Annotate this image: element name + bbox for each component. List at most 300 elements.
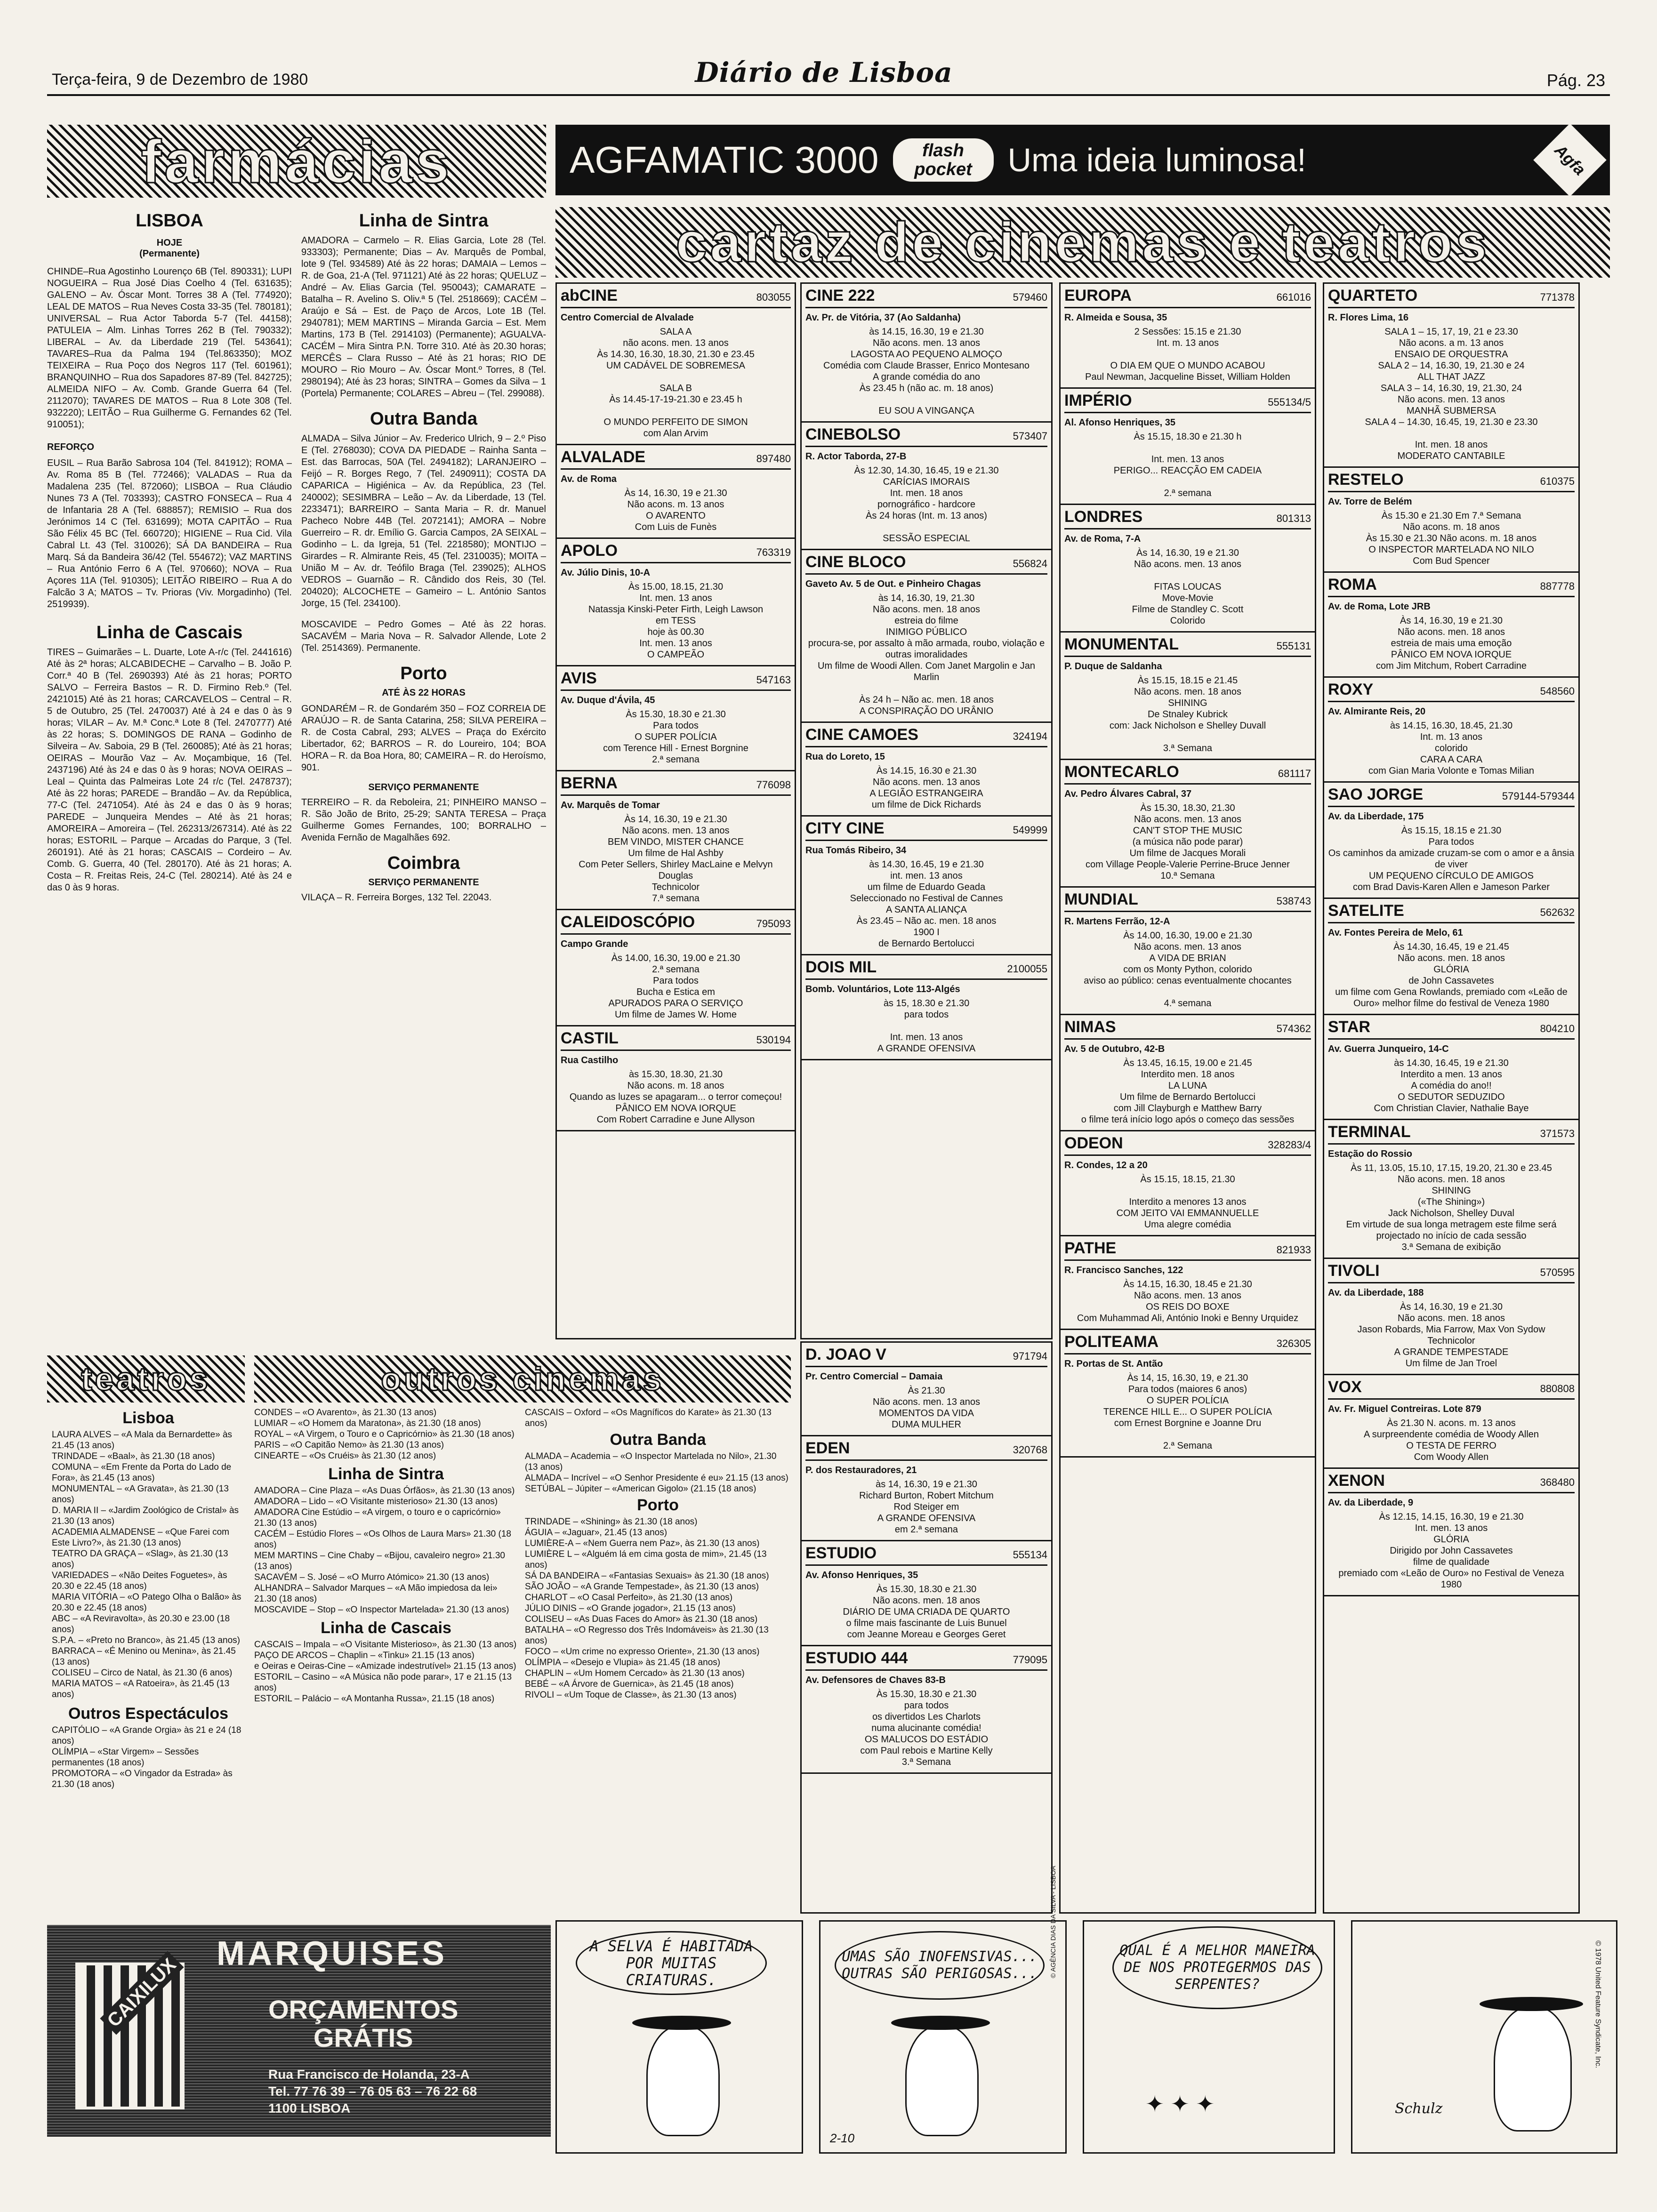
cartaz-title: cartaz de cinemas e teatros [676,211,1490,274]
cinema-address: Rua Tomás Ribeiro, 34 [805,845,907,856]
cinema-phone: 804210 [1540,1023,1575,1034]
cinema-name-row [1064,763,1311,785]
cinema-info [561,800,791,904]
cinema-address: Av. Guerra Junqueiro, 14-C [1328,1044,1449,1054]
cinema-name: AVIS [561,669,597,687]
cinema-address: R. Actor Taborda, 27-B [805,451,907,462]
cinema-address: Av. Júlio Dinis, 10-A [561,568,651,578]
outros-porto-list: TRINDADE – «Shining» às 21.30 (18 anos) ÁGUIA – «Jaguar», 21.45 (13 anos) LUMIÈRE-A – «Nem Guerra nem Paz», às 21.30 (13 anos) LUMIÈRE L – «Alguém lá em cima gosta de mim», 21.45 (13 anos) SÁ DA BANDEIRA – «Fantasias Sexuais» às 21.30 (18 anos) SÃO JOÃO – «A Grande Tempestade», às 21.30 (13 anos) CHARLOT – «O Casal Perfeito», às 21.30 (13 anos) JÚLIO DINIS – «O Grande jogador», 21.15 (13 anos) COLISEU – «As Duas Faces do Amor» às 21.30 (18 anos) BATALHA – «O Regresso dos Três Indomáveis» às 21.30 (13 anos) FOCO – «Um crime no expresso Oriente», 21.30 (13 anos) OLÍMPIA – «Desejo e Vlupia» às 21.45 (18 anos) CHAPLIN – «Um Homem Cercado» às 21.30 (13 anos) BEBÉ – «A Árvore de Guernica», às 21.45 (18 anos) RIVOLI – «Um Toque de Classe», às 21.30 (13 anos) [525,1517,769,1700]
cinema-name-row [805,1649,1047,1671]
cinema-name-row [561,287,791,308]
cinema-address: Gaveto Av. 5 de Out. e Pinheiro Chagas [805,579,981,589]
cinema-address: Al. Afonso Henriques, 35 [1064,417,1175,428]
cinema-phone: 776098 [756,779,791,791]
cinema-info [1328,312,1575,462]
cinema-phone: 573407 [1013,430,1047,442]
cinema-name: NIMAS [1064,1018,1116,1036]
cinema-info [561,938,791,1020]
cinema-name-row [1328,576,1575,597]
cinema-name: SATELITE [1328,902,1404,920]
cinema-phone: 549999 [1013,824,1047,836]
marquises-brand: MARQUISES [217,1935,448,1972]
cinema-name-row [1328,287,1575,308]
cinema-phone: 548560 [1540,685,1575,697]
cinema-phone: 326305 [1276,1338,1311,1349]
lisboa-heading: LISBOA [136,211,203,231]
cinema-name-row [561,542,791,563]
cinema-name-row [1328,1378,1575,1400]
cinema-phone: 897480 [756,453,791,465]
cinema-listing [1061,284,1315,389]
outros-espectaculos-list: CAPITÓLIO – «A Grande Orgia» às 21 e 24 (18 anos) OLÍMPIA – «Star Virgem» – Sessões permanentes (18 anos) PROMOTORA – «O Vingador da Estrada» às 21.30 (18 anos) [52,1725,241,1789]
header-rule [47,94,1610,96]
cinema-name-row [561,1029,791,1051]
cinema-address: Pr. Centro Comercial – Damaia [805,1371,943,1382]
cinema-name: MONTECARLO [1064,763,1179,781]
cinema-info [1064,1160,1311,1230]
marquises-ad [47,1925,551,2137]
cinema-address: Rua do Loreto, 15 [805,752,885,762]
cinema-name: DOIS MIL [805,958,877,976]
cinema-phone: 2100055 [1007,963,1047,975]
cinema-phone: 579144-579344 [1502,790,1575,802]
cinema-name-row [561,448,791,470]
cinema-listing [557,284,795,445]
caixilux-logo [75,1963,185,2109]
cinema-name: EUROPA [1064,287,1132,305]
cinema-name: APOLO [561,542,618,560]
coimbra-subheading: SERVIÇO PERMANENTE [368,877,479,888]
cinema-schedule: às 14.30, 16.45, 19 e 21.30 int. men. 13 anos um filme de Eduardo Geada Seleccionado no Festival de Cannes A SANTA ALIANÇA Às 23.45 – Não ac. men. 18 anos 1900 I de Bernardo Bertolucci [850,859,1003,949]
outros-cascais-list: CASCAIS – Impala – «O Visitante Misterioso», às 21.30 (13 anos) PAÇO DE ARCOS – Chaplin – «Tinku» 21.15 (13 anos) e Oeiras e Oeiras-Cine – «Amizade indestrutível» 21.15 (13 anos) ESTORIL – Casino – «A Música não pode parar», 17 e 21.15 (13 anos) ESTORIL – Palácio – «A Montanha Russa», 21.15 (18 anos) [254,1640,517,1704]
farmacias-section [47,125,546,1344]
cinema-listing [557,771,795,910]
cinema-name-row [805,1346,1047,1367]
cinema-address: Av. Marquês de Tomar [561,800,660,810]
cinema-info [805,578,1047,717]
agfa-flash-badge: flash pocket [893,138,994,182]
cinema-name: MONUMENTAL [1064,635,1179,653]
cinema-address: Av. Defensores de Chaves 83-B [805,1675,946,1685]
comic-strip [555,1866,1615,2156]
cinema-info [1328,1043,1575,1114]
cinema-address: Av. Almirante Reis, 20 [1328,706,1426,717]
cinema-name-row [561,774,791,796]
agfa-ad-slogan: Uma ideia luminosa! [1007,142,1306,178]
cinema-info [805,1465,1047,1535]
cinema-schedule: SALA 1 – 15, 17, 19, 21 e 23.30 Não acons. a m. 13 anos ENSAIO DE ORQUESTRA SALA 2 – 14, 16.30, 19, 21.30 e 24 ALL THAT JAZZ SALA 3 – 14, 16.30, 19, 21.30, 24 Não acons. men. 13 anos MANHÃ SUBMERSA SALA 4 – 14.30, 16.45, 19, 21.30 e 23.30 Int. men. 18 anos MODERATO CANTABILE [1365,327,1538,461]
cinema-info [1328,1497,1575,1590]
cinema-name: ROMA [1328,576,1377,593]
porto-subheading: ATÉ ÀS 22 HORAS [382,688,466,698]
comic-signature: Schulz [1395,2100,1443,2117]
cinema-info [1064,1043,1311,1125]
cinema-info [1064,916,1311,1009]
cinema-address: Av. Afonso Henriques, 35 [805,1570,918,1580]
marquises-offer: ORÇAMENTOS GRÁTIS [268,1995,458,2052]
cinema-name: ESTUDIO 444 [805,1649,908,1667]
cinema-name: CINE BLOCO [805,553,906,571]
cinema-name-row [1064,1018,1311,1040]
cinema-name-row [1328,1018,1575,1040]
cinema-name: CINE 222 [805,287,875,305]
porto-permanent-pharmacies: TERREIRO – R. da Reboleira, 21; PINHEIRO MANSO – R. São João de Brito, 25-29; SANTA TERESA – Praça Guilherme Gomes Fernandes, 100; BORRALHO – Avenida Fernão de Magalhães 692. [301,797,546,843]
cinema-schedule: Às 15.15, 18.15, 21.30 Interdito a menores 13 anos COM JEITO VAI EMMANNUELLE Uma alegre comédia [1116,1174,1259,1230]
cinema-address: Centro Comercial de Alvalade [561,313,694,323]
reforco-pharmacies: EUSIL – Rua Barão Sabrosa 104 (Tel. 841912); ROMA – Av. Roma 85 B (Tel. 772466); VALADAS – Rua da Madalena 235 (Tel. 872060); LISBOA – Rua Cláudio Nunes 73 A (Tel. 703393); CASTRO FONSECA – Rua 4 de Infantaria 28 A (Tel. 688857); REMISIO – Rua dos Jerónimos 14 C (Tel. 631699); MOTA CAPITÃO – Rua São Félix 45 BC (Tel. 660720); HIGIENE – Rua Cid. Vila Cabral Lt. 43 (Tel. 310026); SÁ DA BANDEIRA – Rua Marq. Sá da Bandeira 36/42 (Tel. 554672); VAZ MARTINS – Rua António Ferro 6 A (Tel. 970660); NOVA – Rua Açores 11A (Tel. 910305); LEITÃO RIBEIRO – Rua A do Falcão 3 A; MATOS – Tv. Prioras (Viv. Morgadinho) (Tel. 2519939). [47,458,292,609]
cinema-phone: 547163 [756,674,791,686]
cinema-name-row [1328,471,1575,492]
cinema-name-row [1064,1134,1311,1156]
cinema-name-row [1064,392,1311,413]
cinema-listing [557,539,795,666]
cinema-listing [1324,899,1578,1015]
cinema-name: PATHE [1064,1239,1117,1257]
comic-bubble-2: UMAS SÃO INOFENSIVAS... OUTRAS SÃO PERIGOSAS... [835,1931,1045,2000]
cinema-listing [1324,783,1578,899]
cinema-phone: 681117 [1278,768,1311,779]
cinema-schedule: Às 11, 13.05, 15.10, 17.15, 19.20, 21.30 e 23.45 Não acons. men. 18 anos SHINING («The Shining») Jack Nicholson, Shelley Duval Em virtude de sua longa metragem este filme será projectado no início de cada sessão 3.ª Semana de exibição [1346,1163,1557,1252]
cinema-address: Av. Fr. Miguel Contreiras. Lote 879 [1328,1404,1481,1414]
cinema-address: Av. de Roma [561,474,617,484]
cinema-listing [1061,389,1315,505]
outros-espectaculos-heading: Outros Espectáculos [68,1705,229,1723]
cinema-listing [1061,1236,1315,1330]
cinema-name-row [805,819,1047,841]
outros-cascais-heading: Linha de Cascais [321,1619,451,1637]
cinema-name: CINE CAMOES [805,726,918,744]
cinema-phone: 880808 [1540,1383,1575,1395]
cinema-address: R. Portas de St. Antão [1064,1359,1163,1369]
cinema-schedule: às 15, 18.30 e 21.30 para todos Int. men. 13 anos A GRANDE OFENSIVA [877,998,976,1054]
cinema-schedule: às 14.15, 16.30, 18.45, 21.30 Int. m. 13 anos colorido CARA A CARA com Gian Maria Volonte e Tomas Milian [1368,721,1534,776]
cinema-phone: 562632 [1540,906,1575,918]
cinema-schedule: Às 14, 16.30, 19 e 21.30 Não acons. men. 13 anos BEM VINDO, MISTER CHANCE Um filme de Hal Ashby Com Peter Sellers, Shirley MacLaine e Melvyn Douglas Technicolor 7.ª semana [579,814,773,904]
cinema-name-row [1328,1123,1575,1145]
cinema-phone: 371573 [1540,1128,1575,1139]
cinema-phone: 803055 [756,291,791,303]
cinema-name: EDEN [805,1439,850,1457]
outros-cascais-oxford: CASCAIS – Oxford – «Os Magníficos do Karate» às 21.30 (13 anos) [525,1408,772,1428]
cinema-schedule: Às 15.30, 18.30 e 21.30 Não acons. men. 18 anos DIÁRIO DE UMA CRIADA DE QUARTO o filme mais fascinante de Luis Bunuel com Jeanne Moreau e Georges Geret [843,1584,1010,1640]
cinema-listing [1061,888,1315,1015]
cinema-schedule: Às 12.30, 14.30, 16.45, 19 e 21.30 CARÍCIAS IMORAIS Int. men. 18 anos pornográfico - hardcore Às 24 horas (Int. m. 13 anos) SESSÃO ESPECIAL [854,465,999,544]
cinema-schedule: Às 15.15, 18.15 e 21.45 Não acons. men. 18 anos SHINING De Stnaley Kubrick com: Jack Nicholson e Shelley Duvall 3.ª Semana [1109,675,1266,753]
cinema-listing [1324,573,1578,678]
cinema-col-3 [1059,282,1316,1914]
outros-cinemas-col-b [525,1407,791,1911]
cinema-phone: 779095 [1013,1654,1047,1666]
comic-panel-2 [819,1866,1067,2154]
cinema-name: ODEON [1064,1134,1123,1152]
cinema-info [561,473,791,533]
cinema-schedule: às 14, 16.30, 19, 21.30 Não acons. men. 18 anos estreia do filme INIMIGO PÚBLICO procura-se, por assalto à mão armada, roubo, violação e outras imoralidades Um filme de Woodi Allen. Com Janet Margolin e Jan Marlin Às 24 h – Não ac. men. 18 anos A CONSPIRAÇÃO DO URÂNIO [808,593,1045,716]
cinema-schedule: Às 15.15, 18.15 e 21.30 Para todos Os caminhos da amizade cruzam-se com o amor e a ânsia de viver UM PEQUENO CÍRCULO DE AMIGOS com Brad Davis-Karen Allen e Jameson Parker [1328,825,1575,892]
hoje-label: HOJE (Permanente) [139,238,200,259]
outra-banda-heading: Outra Banda [370,409,478,429]
marquises-address: Rua Francisco de Holanda, 23-A Tel. 77 76 39 – 76 05 63 – 76 22 68 1100 LISBOA [268,2067,477,2116]
cinema-address: Av. 5 de Outubro, 42-B [1064,1044,1165,1054]
teatros-lisboa-heading: Lisboa [122,1409,174,1427]
cinema-schedule: Às 13.45, 16.15, 19.00 e 21.45 Interdito men. 18 anos LA LUNA Um filme de Bernardo Bertolucci com Jill Clayburgh e Matthew Barry o filme terá início logo após o começo das sessões [1081,1058,1295,1125]
lisboa-pharmacies: CHINDE–Rua Agostinho Lourenço 6B (Tel. 890331); LUPI NOGUEIRA – Rua José Dias Coelho 4 (Tel. 631635); GALENO – Av. Óscar Mont. Torres 38 A (Tel. 774920); LEAL DE MATOS – Rua Neves Costa 33-35 (Tel. 780181); UNIVERSAL – Rua Actor Taborda 5-7 (Tel. 44158); PATULEIA – Alm. Linhas Torres 262 B (Tel. 790332); LIBERAL – Av. da Liberdade 219 (Tel. 543641); TAVARES–Rua da Palma 194 (Tel.863350); MOZ TEIXEIRA – Rua Poço dos Negros 117 (Tel. 601961); BRANQUINHO – Rua dos Sapadores 87-89 (Tel. 842725); ALMEIDA NIFO – Av. Comb. Grande Guerra 64 (Tel. 2112070); TAVARES DE MATOS – Rua 8 Lote 308 (Tel. 932220); LEITÃO – Rua Guilherme G. Fernandes 62 (Tel. 910051); [47,266,292,430]
cinema-schedule: Às 14, 16.30, 19 e 21.30 Não acons. men. 18 anos estreia de mais uma emoção PÂNICO EM NOVA IORQUE com Jim Mitchum, Robert Carradine [1375,616,1527,671]
cinema-address: Av. de Roma, 7-A [1064,534,1141,544]
cinema-info [1064,788,1311,882]
cinema-info [1328,496,1575,567]
cinema-schedule: Às 14, 16.30, 19 e 21.30 Não acons. men. 18 anos Jason Robards, Mia Farrow, Max Von Sydow Technicolor A GRANDE TEMPESTADE Um filme de Jan Troel [1357,1302,1545,1369]
cinema-address: Estação do Rossio [1328,1149,1412,1159]
comic-bubble-3: QUAL É A MELHOR MANEIRA DE NOS PROTEGERMOS DAS SERPENTES? [1112,1926,1322,2009]
porto-permanent-heading: SERVIÇO PERMANENTE [368,782,479,793]
cinema-listing [1061,1131,1315,1236]
cinema-name-row [1064,890,1311,912]
cinema-name: MUNDIAL [1064,890,1138,908]
comic-copyright: © 1978 United Feature Syndicate, Inc. [1594,1940,1602,2068]
cinema-name-row [1064,287,1311,308]
cinema-address: Av. da Liberdade, 188 [1328,1288,1424,1298]
cinema-info [1328,1287,1575,1369]
cinema-name-row [1328,1262,1575,1283]
cinema-phone: 801313 [1276,513,1311,524]
header-date: Terça-feira, 9 de Dezembro de 1980 [52,71,308,88]
cinema-phone: 556824 [1013,558,1047,569]
comic-agency: © AGÊNCIA DIAS DA SILVA - LISBOA [1049,1866,1057,1978]
outros-cinemas-title: outros cinemas [381,1361,664,1397]
cinema-schedule: Às 14.15, 16.30 e 21.30 Não acons. men. 13 anos A LEGIÃO ESTRANGEIRA um filme de Dick Richards [869,766,983,810]
cinema-phone: 887778 [1540,580,1575,592]
cinema-name: D. JOAO V [805,1346,886,1363]
teatros-column [52,1407,245,1911]
cinema-name: ROXY [1328,681,1374,698]
cinema-listing [1061,1015,1315,1131]
cinema-name: LONDRES [1064,508,1143,526]
scout-hat-4 [1480,1997,1583,2011]
cinema-name-row [561,669,791,691]
cinema-listing [1324,678,1578,783]
teatros-lisboa-list: LAURA ALVES – «A Mala da Bernardette» às 21.45 (13 anos) TRINDADE – «Baal», às 21.30 (18 anos) COMUNA – «Em Frente da Porta do Lado de Fora», às 21.45 (13 anos) MONUMENTAL – «A Gravata», às 21.30 (13 anos) D. MARIA II – «Jardim Zoológico de Cristal» às 21.30 (13 anos) ACADEMIA ALMADENSE – «Que Farei com Este Livro?», às 21.30 (13 anos) TEATRO DA GRAÇA – «Slag», às 21.30 (13 anos) VARIEDADES – «Não Deites Foguetes», às 20.30 e 22.45 (18 anos) MARIA VITÓRIA – «O Patego Olha o Balão» às 20.30 e 22.45 (18 anos) ABC – «A Reviravolta», às 20.30 e 23.00 (18 anos) S.P.A. – «Preto no Branco», às 21.45 (13 anos) BARRACA – «É Menino ou Menina», às 21.45 (13 anos) COLISEU – Circo de Natal, às 21.30 (6 anos) MARIA MATOS – «A Ratoeira», às 21.45 (13 anos) [52,1430,241,1699]
cinema-info [1328,1148,1575,1253]
cinema-info [1328,1403,1575,1463]
cinema-info [1328,811,1575,893]
cinema-phone: 324194 [1013,730,1047,742]
cinema-col-4 [1323,282,1580,1914]
cinema-name-row [805,726,1047,747]
cinema-phone: 763319 [756,546,791,558]
cinema-address: Av. Torre de Belém [1328,497,1412,507]
cinema-name: CALEIDOSCÓPIO [561,913,695,931]
cinema-address: P. Duque de Saldanha [1064,661,1162,672]
cinema-listing [802,1541,1051,1646]
comic-bubble-1: A SELVA É HABITADA POR MUITAS CRIATURAS. [576,1931,767,1995]
comic-panel-3 [1083,1920,1335,2154]
cinema-schedule: Às 15.30, 18.30 e 21.30 Para todos O SUPER POLÍCIA com Terence Hill - Ernest Borgnine 2.ª semana [603,709,748,765]
cinema-info [805,312,1047,417]
cinema-schedule: Às 15.30, 18.30 e 21.30 para todos os divertidos Les Charlots numa alucinante comédia! OS MALUCOS DO ESTÁDIO com Paul rebois e Martine Kelly 3.ª Semana [860,1689,993,1767]
cinema-listing [1061,760,1315,888]
cinema-address: Av. de Roma, Lote JRB [1328,601,1431,612]
cinema-col-2 [800,282,1053,1339]
scout-hat-2 [891,2016,990,2030]
cinema-name-row [1328,785,1575,807]
masthead: Diário de Lisboa [695,56,953,88]
cinema-name-row [1064,508,1311,529]
cartaz-banner [555,207,1610,278]
cinema-info [805,451,1047,544]
cinema-name-row [805,553,1047,575]
coimbra-pharmacies: VILAÇA – R. Ferreira Borges, 132 Tel. 22043. [301,892,492,903]
cinema-name: QUARTETO [1328,287,1418,305]
cinema-address: Av. Pedro Álvares Cabral, 37 [1064,789,1192,799]
cinema-name-row [1064,1239,1311,1261]
cinema-listing [802,817,1051,955]
cinema-name: ESTUDIO [805,1544,877,1562]
cinema-name: abCINE [561,287,618,305]
cinema-info [805,1570,1047,1640]
teatros-title: teatros [81,1361,211,1397]
cinema-address: P. dos Restauradores, 21 [805,1465,917,1475]
cinema-address: Bomb. Voluntários, Lote 113-Algés [805,984,960,994]
cinema-name-row [1328,902,1575,923]
cinema-address: R. Martens Ferrão, 12-A [1064,916,1170,927]
cinema-name-row [805,1544,1047,1566]
cinema-info [1064,1358,1311,1451]
cinema-phone: 821933 [1276,1244,1311,1256]
cinema-name-row [1064,635,1311,657]
cinema-phone: 661016 [1276,291,1311,303]
cascais-pharmacies: TIRES – Guimarães – L. Duarte, Lote A-r/c (Tel. 2441616) Até às 2ª horas; ALCABIDECHE – Carvalho – B. João P. Corr.ª 40 B (Tel. 2690393) Até às 21 horas; PORTO SALVO – Ferreira Bastos – R. D. Firmino Reb.º (Tel. 2421015) Até às 21 horas; CARCAVELOS – Central – R. 5 de Outubro, 25 (Tel. 2470037) Até à 24 e das 0 às 9 horas; VILAR – Av. M.ª Conc.ª Lote 8 (Tel. 2470777) Até às 22 horas; S. DOMINGOS DE RANA – Godinho de Silveira – Av. Saboia, 29 B (Tel. 260085); Até às 21 horas; OEIRAS – Mourão Vaz – Av. Moçambique, 16 (Tel. 2437196) Até às 24 e das 0 às 9 horas; NOVA OEIRAS – Leal – Quinta das Palmeiras Lote 24 r/c (Tel. 2478737); Até às 22 horas; PAREDE – Brandão – Av. da República, 77-C (Tel. 2471054). Até às 24 e das 0 às 9 horas; PAREDE – Junqueira Mendes – Até às 21 horas; AMOREIRA – Amoreira – (Tel. 262313/267314). Até às 22 horas; ESTORIL – Parque – Arcadas do Parque, 3 (Tel. 260191). Até às 21 horas; CASCAIS – Cordeiro – Av. Comb. G. Guerra, 40 (Tel. 280170). Até às 21 horas; A. Costa – R. Freitas Reis, 24-C (Tel. 280214). Até às 24 e das 0 às 9 horas. [47,647,292,893]
farmacias-col-left [47,207,292,904]
cinema-schedule: Às 14.15, 16.30, 18.45 e 21.30 Não acons. men. 13 anos OS REIS DO BOXE Com Muhammad Ali, António Inoki e Benny Urquidez [1077,1279,1299,1323]
cinema-phone: 538743 [1276,895,1311,907]
cinema-phone: 579460 [1013,291,1047,303]
farmacias-title: farmácias [141,127,452,196]
cinema-schedule: Às 14, 16.30, 19 e 21.30 Não acons. m. 13 anos O AVARENTO Com Luis de Funès [624,488,727,532]
snoopy-figure-2 [905,2025,979,2136]
cinema-name: BERNA [561,774,618,792]
cinema-listing [557,910,795,1026]
reforco-label: REFORÇO [47,442,94,452]
outros-sintra-list: AMADORA – Cine Plaza – «As Duas Órfãos», às 21.30 (13 anos) AMADORA – Lido – «O Visitante misterioso» 21.30 (13 anos) AMADORA Cine Estúdio – «A virgem, o touro e o capricórnio» 21.30 (13 anos) CACÉM – Estúdio Flores – «Os Olhos de Laura Mars» 21.30 (18 anos) MEM MARTINS – Cine Chaby – «Bijou, cavaleiro negro» 21.30 (13 anos) SACAVÉM – S. José – «O Murro Atómico» 21.30 (13 anos) ALHANDRA – Salvador Marques – «A Mão impiedosa da lei» 21.30 (18 anos) MOSCAVIDE – Stop – «O Inspector Martelada» 21.30 (13 anos) [254,1486,515,1615]
cinema-schedule: Às 12.15, 14.15, 16.30, 19 e 21.30 Int. men. 13 anos GLÓRIA Dirigido por John Cassavetes filme de qualidade premiado com «Leão de Ouro» no Festival de Veneza 1980 [1338,1512,1564,1590]
cinema-address: Av. Duque d'Ávila, 45 [561,695,655,705]
cinema-name: RESTELO [1328,471,1404,489]
farmacias-banner [47,125,546,198]
cinema-listing [802,550,1051,723]
cinema-info [1064,312,1311,383]
cinema-phone: 574362 [1276,1023,1311,1034]
cinema-listing [802,1436,1051,1541]
cinema-name-row [1328,1472,1575,1493]
farmacias-col-right [301,207,546,904]
cinema-listing [1061,505,1315,633]
cinema-name: TIVOLI [1328,1262,1380,1280]
sintra-heading: Linha de Sintra [359,211,489,231]
cinema-address: Rua Castilho [561,1055,619,1066]
teatros-banner [47,1355,245,1403]
cinema-info [561,1055,791,1125]
cinema-schedule: SALA A não acons. men. 13 anos Às 14.30, 16.30, 18.30, 21.30 e 23.45 UM CADÁVEL DE SOBREMESA SALA B Às 14.45-17-19-21.30 e 23.45 h O MUNDO PERFEITO DE SIMON com Alan Arvim [597,327,755,439]
cinema-listing [1324,1469,1578,1596]
cinema-info [805,751,1047,810]
agfa-ad-model: AGFAMATIC 3000 [570,139,879,181]
outros-porto-heading: Porto [637,1496,679,1514]
cinema-address: Av. da Liberdade, 175 [1328,811,1424,822]
cinema-phone: 555134 [1013,1549,1047,1561]
cinema-listing [557,1026,795,1131]
cinema-schedule: Às 14.00, 16.30, 19.00 e 21.30 Não acons. men. 13 anos A VIDA DE BRIAN com os Monty Python, colorido aviso ao público: cenas eventualmente chocantes 4.ª semana [1084,930,1292,1009]
cinema-info [561,312,791,439]
cinema-listing [1324,1375,1578,1469]
outros-cinemas-col-a [254,1407,518,1911]
cinema-schedule: Às 14, 16.30, 19 e 21.30 Não acons. men. 13 anos FITAS LOUCAS Move-Movie Filme de Standley C. Scott Colorido [1132,548,1244,626]
sintra-pharmacies: AMADORA – Carmelo – R. Elias Garcia, Lote 28 (Tel. 933303); Permanente; Dias – Av. Marquês de Pombal, lote 9 (Tel. 934589) Até às 22 horas; DAMAIA – Lemos – R. de Goa, 21-A (Tel. 971121) Até às 22 horas; QUELUZ – André – Av. Elias Garcia (Tel. 950043); CAMARATE – Batalha – R. Avelino S. Oliv.ª 5 (Tel. 2518669); CACÉM – Araújo e Sá – Est. de Paço de Arcos, Lote 1B (Tel. 2940781); MEM MARTINS – Miranda Garcia – Est. Mem Martins, 173 B (Tel. 2914103) (Permanente); AGUALVA-CACÉM – Mira Sintra P.N. Torre 310. Até às 20.30 horas; MERCÊS – Clara Russo – Até às 21 horas; RIO DE MOURO – Rio Mouro – Av. Óscar Mont.º Torres, 8 (Tel. 2980194); Até às 23 horas; SINTRA – Gomes da Silva – 1 (Portela) Permanente; COLARES – Abreu – (Tel. 299088). [301,235,546,399]
cinema-name-row [805,1439,1047,1461]
cinema-name: CASTIL [561,1029,619,1047]
cinema-name-row [805,425,1047,447]
cinema-phone: 555131 [1276,640,1311,652]
cinema-listing [802,1646,1051,1774]
cinema-name: IMPÉRIO [1064,392,1132,409]
cinema-address: Av. Fontes Pereira de Melo, 61 [1328,928,1463,938]
cinema-schedule: Às 14.00, 16.30, 19.00 e 21.30 2.ª semana Para todos Bucha e Estica em APURADOS PARA O SERVIÇO Um filme de James W. Home [608,953,743,1020]
cinema-info [805,1675,1047,1768]
cinema-info [805,984,1047,1054]
cinema-name: POLITEAMA [1064,1333,1159,1351]
cinema-col-1 [555,282,796,1339]
cinema-listing [802,284,1051,423]
cascais-heading: Linha de Cascais [96,623,243,642]
cinema-name: CITY CINE [805,819,885,837]
agfa-logo: Agfa [1533,123,1607,197]
cinema-name: SAO JORGE [1328,785,1424,803]
cinema-name: STAR [1328,1018,1371,1036]
scout-hat-1 [632,2016,731,2030]
cinema-schedule: Às 21.30 N. acons. m. 13 anos A surpreendente comédia de Woody Allen O TESTA DE FERRO Com Woody Allen [1363,1418,1539,1462]
snoopy-figure-4 [1494,2006,1572,2132]
cinema-schedule: Às 21.30 Não acons. men. 13 anos MOMENTOS DA VIDA DUMA MULHER [873,1386,980,1430]
cinema-listing [802,1343,1051,1436]
cinema-listing [1061,633,1315,760]
cinema-schedule: Às 14.30, 16.45, 19 e 21.45 Não acons. men. 18 anos GLÓRIA de John Cassavetes um filme com Gena Rowlands, premiado com «Leão de Ouro» melhor filme do festival de Veneza 1980 [1335,942,1568,1009]
cinema-name-row [561,913,791,935]
cinema-address: Av. da Liberdade, 9 [1328,1498,1414,1508]
cinema-schedule: Às 15.00, 18.15, 21.30 Int. men. 13 anos Natassja Kinski-Peter Firth, Leigh Lawson em TESS hoje às 00.30 Int. men. 13 anos O CAMPEÃO [588,582,764,660]
cinema-phone: 530194 [756,1034,791,1046]
snoopy-figure-1 [646,2025,720,2136]
cinema-info [805,845,1047,949]
cinema-listing [1324,1015,1578,1120]
cinema-schedule: Às 14, 15, 16.30, 19, e 21.30 Para todos (maiores 6 anos) O SUPER POLÍCIA TERENCE HILL E... O SUPER POLÍCIA com Ernest Borgnine e Joanne Dru 2.ª Semana [1103,1373,1272,1451]
cinema-phone: 771378 [1540,291,1575,303]
cinema-phone: 570595 [1540,1266,1575,1278]
cinema-info [1328,706,1575,777]
cinema-name-row [805,287,1047,308]
comic-panel-4 [1351,1920,1617,2154]
moscavide-pharmacies: MOSCAVIDE – Pedro Gomes – Até às 22 horas. SACAVÉM – Maria Nova – R. Salvador Allende, Lote 2 (Tel. 2514369). Permanente. [301,619,546,653]
cinema-schedule: às 15.30, 18.30, 21.30 Não acons. m. 18 anos Quando as luzes se apagaram... o terror começou! PÂNICO EM NOVA IORQUE Com Robert Carradine e June Allyson [569,1069,782,1125]
comic-date: 2-10 [830,2131,855,2145]
cinema-schedule: Às 15.30, 18.30, 21.30 Não acons. men. 13 anos CAN'T STOP THE MUSIC (a música não pode parar) Um filme de Jacques Morali com Village People-Valerie Perrine-Bruce Jenner 10.ª Semana [1086,803,1290,881]
cinema-address: R. Almeida e Sousa, 35 [1064,313,1167,323]
cinema-info [1328,927,1575,1009]
cinema-listing [557,445,795,539]
cinema-listing [557,666,795,771]
cinema-listing [1061,1330,1315,1458]
cinema-col-5 [800,1341,1053,1914]
cinema-name: TERMINAL [1328,1123,1411,1141]
caixilux-label: CAIXILUX [100,1951,184,2035]
